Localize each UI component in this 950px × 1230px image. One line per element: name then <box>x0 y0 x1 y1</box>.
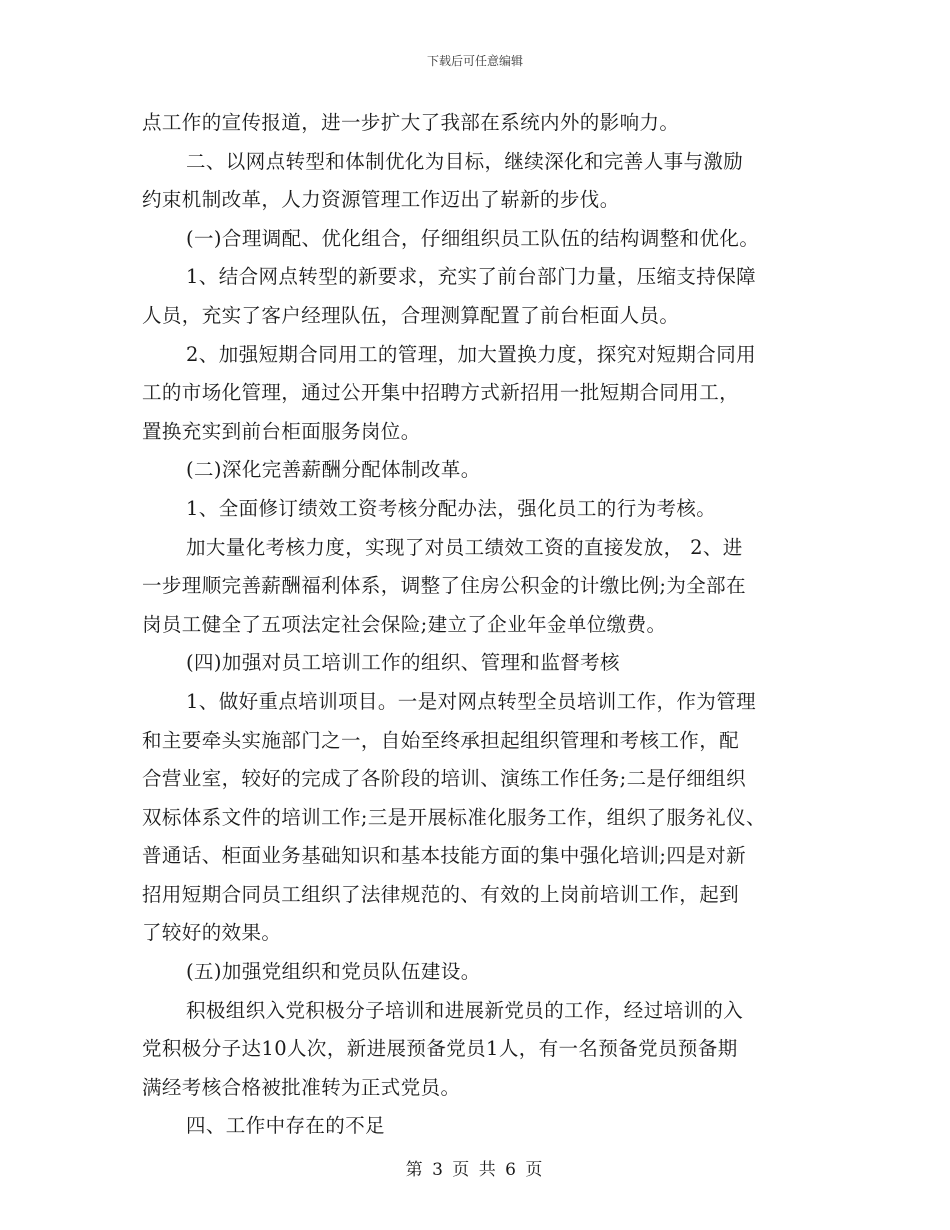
text-line: (二)深化完善薪酬分配体制改革。 <box>186 458 481 482</box>
text-line: 双标体系文件的培训工作;三是开展标准化服务工作，组织了服务礼仪、 <box>142 805 766 829</box>
text-line: (五)加强党组织和党员队伍建设。 <box>186 960 481 984</box>
text-line: (四)加强对员工培训工作的组织、管理和监督考核 <box>186 651 620 675</box>
page-header: 下载后可任意编辑 <box>426 54 523 68</box>
text-line: 四、工作中存在的不足 <box>186 1114 386 1138</box>
text-line: 加大量化考核力度，实现了对员工绩效工资的直接发放， 2、进 <box>186 535 743 559</box>
text-line: 满经考核合格被批准转为正式党员。 <box>142 1075 461 1099</box>
text-line: 1、结合网点转型的新要求，充实了前台部门力量，压缩支持保障 <box>186 265 757 289</box>
text-line: 工的市场化管理，通过公开集中招聘方式新招用一批短期合同用工， <box>142 381 740 405</box>
text-line: 2、加强短期合同用工的管理，加大置换力度，探究对短期合同用 <box>186 342 757 366</box>
text-line: 党积极分子达10人次，新进展预备党员1人，有一名预备党员预备期 <box>142 1037 738 1061</box>
text-line: 岗员工健全了五项法定社会保险;建立了企业年金单位缴费。 <box>142 612 667 636</box>
text-line: 一步理顺完善薪酬福利体系，调整了住房公积金的计缴比例;为全部在 <box>142 574 746 598</box>
text-line: 积极组织入党积极分子培训和进展新党员的工作，经过培训的入 <box>186 998 744 1022</box>
page-footer: 第 3 页 共 6 页 <box>405 1160 545 1180</box>
text-line: 人员，充实了客户经理队伍，合理测算配置了前台柜面人员。 <box>142 303 680 327</box>
text-line: 了较好的效果。 <box>142 921 282 945</box>
text-line: (一)合理调配、优化组合，仔细组织员工队伍的结构调整和优化。 <box>186 226 760 250</box>
text-line: 合营业室，较好的完成了各阶段的培训、演练工作任务;二是仔细组织 <box>142 767 746 791</box>
text-line: 1、全面修订绩效工资考核分配办法，强化员工的行为考核。 <box>186 496 717 520</box>
text-line: 二、以网点转型和体制优化为目标，继续深化和完善人事与激励 <box>186 149 744 173</box>
text-line: 约束机制改革，人力资源管理工作迈出了崭新的步伐。 <box>142 188 620 212</box>
document-body <box>142 104 832 1146</box>
text-line: 1、做好重点培训项目。一是对网点转型全员培训工作，作为管理 <box>186 689 757 713</box>
text-line: 和主要牵头实施部门之一，自始至终承担起组织管理和考核工作，配 <box>142 728 740 752</box>
text-line: 置换充实到前台柜面服务岗位。 <box>142 419 421 443</box>
text-line: 普通话、柜面业务基础知识和基本技能方面的集中强化培训;四是对新 <box>142 844 746 868</box>
text-line: 招用短期合同员工组织了法律规范的、有效的上岗前培训工作，起到 <box>142 882 740 906</box>
text-line: 点工作的宣传报道，进一步扩大了我部在系统内外的影响力。 <box>142 111 680 134</box>
